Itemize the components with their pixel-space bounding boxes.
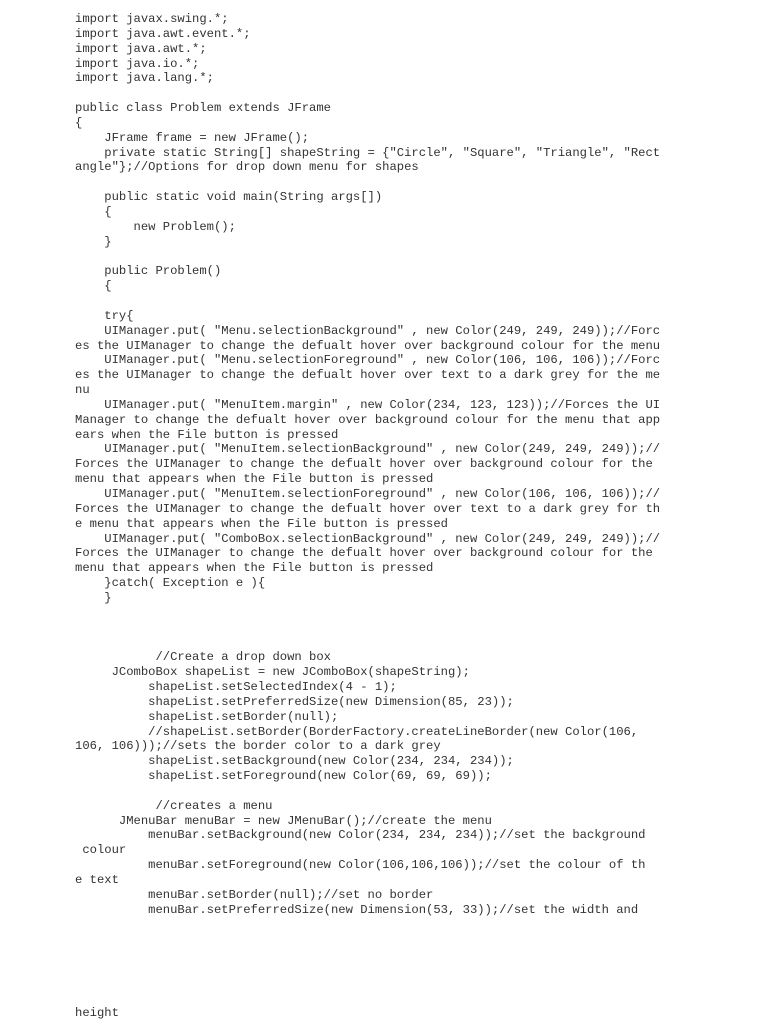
code-line: public Problem() bbox=[75, 264, 222, 279]
code-line: { bbox=[75, 204, 112, 219]
code-line: UIManager.put( "ComboBox.selectionBackground" , new Color(249, 249, 249));// bbox=[75, 531, 661, 546]
code-line bbox=[75, 175, 755, 190]
code-line: shapeList.setForeground(new Color(69, 69, 69)); bbox=[75, 769, 492, 784]
code-line: JComboBox shapeList = new JComboBox(shapeString); bbox=[75, 665, 470, 680]
code-line: JMenuBar menuBar = new JMenuBar();//create the menu bbox=[75, 813, 492, 828]
code-line: shapeList.setPreferredSize(new Dimension(85, 23)); bbox=[75, 694, 514, 709]
code-line: UIManager.put( "MenuItem.selectionForeground" , new Color(106, 106, 106));// bbox=[75, 487, 661, 501]
code-line: new Problem(); bbox=[75, 219, 236, 234]
code-listing bbox=[75, 12, 755, 917]
code-line: try{ bbox=[75, 308, 134, 323]
code-line: Manager to change the defualt hover over background colour for the menu that app bbox=[75, 412, 661, 427]
code-line: es the UIManager to change the defualt hover over text to a dark grey for the me bbox=[75, 368, 661, 383]
code-line: JFrame frame = new JFrame(); bbox=[75, 130, 310, 145]
code-line bbox=[75, 621, 755, 636]
code-line: import java.awt.*; bbox=[75, 41, 207, 56]
code-line: menu that appears when the File button is pressed bbox=[75, 472, 434, 487]
code-line: es the UIManager to change the defualt hover over background colour for the menu bbox=[75, 338, 661, 353]
code-line bbox=[75, 606, 755, 621]
code-line: //creates a menu bbox=[75, 798, 273, 813]
code-line bbox=[75, 294, 755, 309]
code-line bbox=[75, 250, 755, 265]
code-line: angle"};//Options for drop down menu for shapes bbox=[75, 160, 419, 175]
code-line: shapeList.setSelectedIndex(4 - 1); bbox=[75, 679, 397, 694]
code-line: Forces the UIManager to change the defualt hover over text to a dark grey for th bbox=[75, 501, 661, 516]
code-line: menuBar.setBackground(new Color(234, 234, 234));//set the background bbox=[75, 828, 646, 843]
code-continuation-line: height bbox=[75, 1006, 119, 1020]
code-line: } bbox=[75, 590, 112, 605]
code-line: menuBar.setForeground(new Color(106,106,106));//set the colour of th bbox=[75, 858, 646, 873]
code-line: 106, 106)));//sets the border color to a dark grey bbox=[75, 739, 441, 754]
code-line: Forces the UIManager to change the defualt hover over background colour for the bbox=[75, 546, 653, 561]
code-line: menuBar.setPreferredSize(new Dimension(53, 33));//set the width and bbox=[75, 902, 639, 917]
code-line: import java.lang.*; bbox=[75, 71, 214, 86]
code-line: e menu that appears when the File button is pressed bbox=[75, 516, 448, 531]
code-line: UIManager.put( "Menu.selectionForeground" , new Color(106, 106, 106));//Forc bbox=[75, 353, 661, 368]
code-line: public class Problem extends JFrame bbox=[75, 101, 331, 116]
code-line bbox=[75, 635, 755, 650]
code-line: //shapeList.setBorder(BorderFactory.createLineBorder(new Color(106, bbox=[75, 724, 639, 739]
code-line: }catch( Exception e ){ bbox=[75, 576, 266, 591]
code-line: shapeList.setBorder(null); bbox=[75, 709, 339, 724]
code-line: import java.awt.event.*; bbox=[75, 26, 251, 41]
code-line: public static void main(String args[]) bbox=[75, 190, 383, 205]
code-line: colour bbox=[75, 843, 127, 858]
code-line: import java.io.*; bbox=[75, 56, 200, 71]
code-line: UIManager.put( "Menu.selectionBackground" , new Color(249, 249, 249));//Forc bbox=[75, 323, 661, 338]
code-line: { bbox=[75, 115, 83, 130]
code-line: private static String[] shapeString = {"Circle", "Square", "Triangle", "Rect bbox=[75, 145, 661, 160]
code-line: import javax.swing.*; bbox=[75, 12, 229, 26]
code-line: { bbox=[75, 279, 112, 294]
code-line bbox=[75, 784, 755, 799]
code-line: e text bbox=[75, 872, 119, 887]
code-line: nu bbox=[75, 383, 90, 398]
code-line: Forces the UIManager to change the defualt hover over background colour for the bbox=[75, 457, 653, 472]
code-line: shapeList.setBackground(new Color(234, 234, 234)); bbox=[75, 754, 514, 769]
code-line: menuBar.setBorder(null);//set no border bbox=[75, 887, 434, 902]
code-line: //Create a drop down box bbox=[75, 650, 331, 665]
code-line: menu that appears when the File button is pressed bbox=[75, 561, 434, 576]
code-line: } bbox=[75, 234, 112, 249]
code-line bbox=[75, 86, 755, 101]
code-line: UIManager.put( "MenuItem.selectionBackground" , new Color(249, 249, 249));// bbox=[75, 442, 661, 457]
code-line: ears when the File button is pressed bbox=[75, 427, 339, 442]
code-line: UIManager.put( "MenuItem.margin" , new Color(234, 123, 123));//Forces the UI bbox=[75, 397, 661, 412]
